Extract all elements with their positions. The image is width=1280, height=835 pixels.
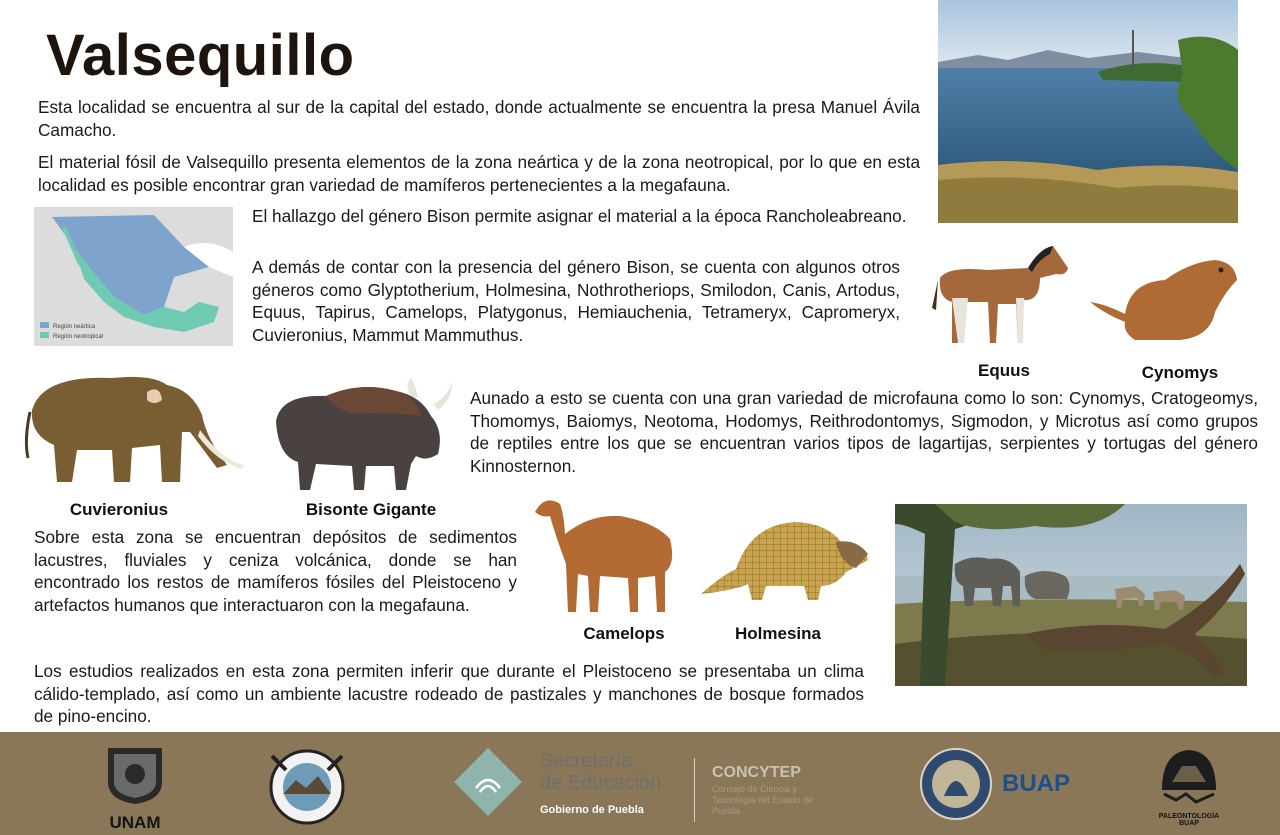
camelops-illustration <box>530 494 680 616</box>
paragraph-genera: A demás de contar con la presencia del género Bison, se cuenta con algunos otros géneros como Glyptotherium, Holmesina, Nothrotheriops, Smilodon, Canis, Artodus, Equus, Tapirus, Camelops, Platygonus, Hemiauchenia, Tetrameryx, Capromeryx, Cuvieronius, Mammut Mammuthus. <box>252 257 900 345</box>
geologia-logo <box>266 746 348 828</box>
cuvieronius-illustration <box>22 370 248 490</box>
region-map <box>34 207 233 346</box>
caption-bisonte: Bisonte Gigante <box>305 500 437 519</box>
lake-photo <box>938 0 1238 223</box>
paragraph-climate: Los estudios realizados en esta zona permiten inferir que durante el Pleistoceno se presentaba un clima cálido-templado, así como un ambiente lacustre rodeado de pastizales y manchones de bosque formados de pino-encino. <box>34 661 864 726</box>
caption-camelops: Camelops <box>583 624 665 643</box>
buap-seal-icon <box>918 746 994 822</box>
sep-diamond-icon <box>450 744 526 820</box>
paragraph-bison: El hallazgo del género Bison permite asignar el material a la época Rancholeabreano. <box>252 206 907 226</box>
legend-neotropical: Región neotropical <box>53 334 104 340</box>
concytep-subtitle: Consejo de Ciencia y Tecnología del Estado de Puebla <box>712 784 814 816</box>
unam-seal-icon <box>104 742 166 806</box>
sep-logo <box>450 744 680 828</box>
paragraph-sediments: Sobre esta zona se encuentran depósitos de sedimentos lacustres, fluviales y ceniza volcánica, donde se han encontrado los restos de mamíferos fósiles del Pleistoceno y artefactos humanos que interactuaron con la megafauna. <box>34 527 517 615</box>
concytep-title: CONCYTEP <box>712 764 801 781</box>
caption-holmesina: Holmesina <box>735 624 821 643</box>
unam-logo <box>104 742 166 832</box>
turtle-shell-icon <box>1156 742 1222 808</box>
caption-cuvieronius: Cuvieronius <box>69 500 169 519</box>
page-title: Valsequillo <box>46 23 355 88</box>
holmesina-illustration <box>696 514 870 604</box>
buap-seal <box>918 746 994 822</box>
caption-equus: Equus <box>978 361 1030 380</box>
buap-label: BUAP <box>1002 770 1071 797</box>
bison-illustration <box>266 376 456 494</box>
paragraph-location: Esta localidad se encuentra al sur de la capital del estado, donde actualmente se encuentra la presa Manuel Ávila Camacho. <box>38 97 920 140</box>
paragraph-fossil-material: El material fósil de Valsequillo presenta elementos de la zona neártica y de la zona neotropical, por lo que en esta localidad es posible encontrar gran variedad de mamíferos pertenecientes a la megafauna. <box>38 152 920 195</box>
unam-label: UNAM <box>109 813 161 832</box>
sep-line2: de Educación <box>540 772 662 794</box>
footer-logo-bar <box>0 732 1280 835</box>
caption-cynomys: Cynomys <box>1141 363 1219 382</box>
equus-illustration <box>928 238 1076 350</box>
legend-nearctic: Región neártica <box>53 324 96 330</box>
sep-subtitle: Gobierno de Puebla <box>540 804 644 816</box>
cynomys-illustration <box>1085 252 1245 344</box>
paleontologia-label: PALEONTOLOGÍA BUAP <box>1158 813 1220 827</box>
geology-seal-icon <box>266 746 348 828</box>
footer-divider <box>694 758 695 822</box>
paragraph-microfauna: Aunado a esto se cuenta con una gran variedad de microfauna como lo son: Cynomys, Cratogeomys, Thomomys, Baiomys, Neotoma, Hodomys, Reithrodontomys, Sigmodon, y Microtus así como grupos de reptiles entre los que se encuentran varios tipos de lagartijas, serpientes y tortugas del género Kinnosternon. <box>470 388 1258 476</box>
paleontologia-logo <box>1156 742 1222 830</box>
megafauna-scene <box>895 504 1247 686</box>
sep-line1: Secretaría <box>540 750 633 772</box>
